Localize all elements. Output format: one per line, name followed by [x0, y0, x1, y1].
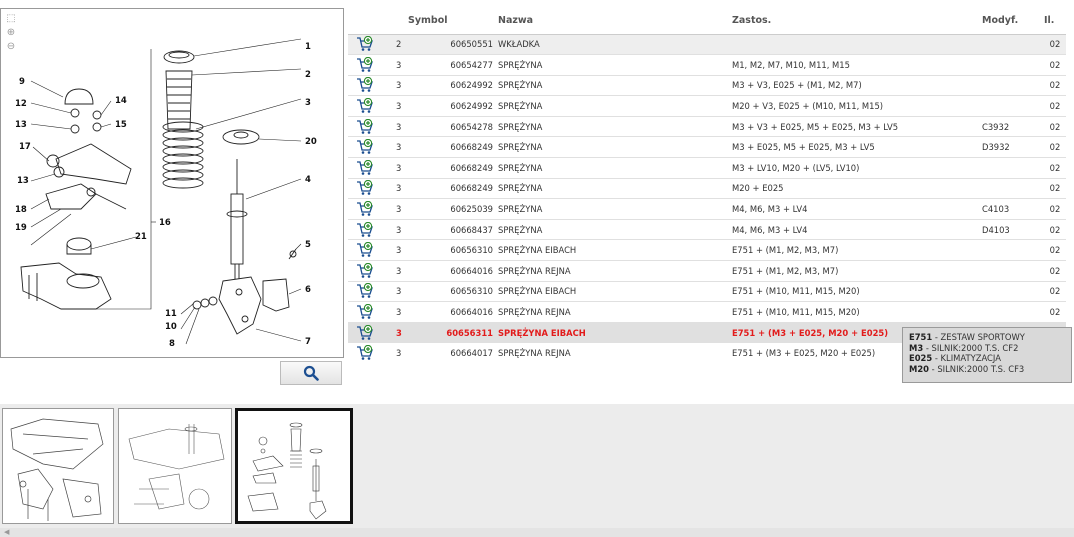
search-icon	[303, 365, 319, 381]
part-modification: D4103	[982, 219, 1044, 240]
part-name: WKŁADKA	[498, 34, 732, 55]
exploded-parts-diagram[interactable]	[0, 8, 344, 358]
part-quantity: 02	[1044, 55, 1066, 76]
tooltip-line: M20 - SILNIK:2000 T.S. CF3	[909, 363, 1025, 374]
svg-text:8: 8	[169, 339, 175, 349]
part-usage[interactable]: M20 + V3, E025 + (M10, M11, M15)	[732, 96, 982, 117]
table-row[interactable]	[348, 34, 1066, 55]
add-to-cart-button[interactable]	[348, 343, 382, 360]
add-to-cart-button[interactable]	[348, 322, 382, 343]
column-il[interactable]: Il.	[1044, 8, 1066, 34]
part-symbol[interactable]: 60654277	[408, 55, 498, 76]
part-name: SPRĘŻYNA EIBACH	[498, 322, 732, 343]
part-symbol[interactable]: 60664017	[408, 343, 498, 360]
add-to-cart-button[interactable]	[348, 281, 382, 302]
front-suspension-thumbnail-drawing	[238, 411, 350, 521]
add-to-cart-icon	[356, 304, 374, 320]
column-symbol[interactable]: Symbol	[408, 8, 498, 34]
part-usage[interactable]: E751 + (M3 + E025, M20 + E025)	[732, 343, 982, 360]
table-row[interactable]	[348, 158, 1066, 179]
part-usage[interactable]: M3 + V3 + E025, M5 + E025, M3 + LV5	[732, 116, 982, 137]
rear-axle-thumbnail-drawing	[119, 409, 231, 523]
add-to-cart-button[interactable]	[348, 199, 382, 220]
svg-text:13: 13	[17, 176, 29, 186]
svg-text:19: 19	[15, 223, 27, 233]
table-row[interactable]	[348, 199, 1066, 220]
part-quantity: 02	[1044, 302, 1066, 323]
part-quantity: 02	[1044, 199, 1066, 220]
ref-number: 3	[382, 96, 408, 117]
svg-text:14: 14	[115, 96, 127, 106]
part-quantity: 02	[1044, 34, 1066, 55]
table-row[interactable]	[348, 137, 1066, 158]
svg-text:20: 20	[305, 137, 317, 147]
part-usage[interactable]: M4, M6, M3 + LV4	[732, 219, 982, 240]
part-name: SPRĘŻYNA	[498, 96, 732, 117]
suspension-drawing	[1, 9, 344, 358]
diagram-toolbar	[5, 13, 19, 53]
svg-text:13: 13	[15, 120, 27, 130]
tooltip-line: E025 - KLIMATYZACJA	[909, 353, 1001, 363]
ref-number: 3	[382, 137, 408, 158]
svg-text:17: 17	[19, 142, 31, 152]
add-to-cart-icon	[356, 222, 374, 238]
add-to-cart-button[interactable]	[348, 240, 382, 261]
ref-number: 3	[382, 343, 408, 360]
table-row[interactable]	[348, 75, 1066, 96]
part-symbol[interactable]: 60656310	[408, 240, 498, 261]
part-name: SPRĘŻYNA	[498, 219, 732, 240]
part-symbol[interactable]: 60624992	[408, 75, 498, 96]
part-name: SPRĘŻYNA	[498, 55, 732, 76]
part-symbol[interactable]: 60656310	[408, 281, 498, 302]
thumbnail-rear-axle[interactable]	[118, 408, 232, 524]
part-quantity: 02	[1044, 261, 1066, 282]
ref-number: 3	[382, 302, 408, 323]
part-modification	[982, 158, 1044, 179]
svg-text:12: 12	[15, 99, 27, 109]
part-symbol[interactable]: 60654278	[408, 116, 498, 137]
table-row[interactable]	[348, 240, 1066, 261]
table-row[interactable]	[348, 261, 1066, 282]
column-nazwa[interactable]: Nazwa	[498, 8, 732, 34]
add-to-cart-button[interactable]	[348, 137, 382, 158]
parts-table-panel	[348, 8, 1074, 360]
add-to-cart-icon	[356, 263, 374, 279]
svg-text:1: 1	[305, 42, 311, 52]
svg-text:7: 7	[305, 337, 311, 347]
svg-text:11: 11	[165, 309, 177, 319]
part-quantity: 02	[1044, 75, 1066, 96]
tooltip-line: E751 - ZESTAW SPORTOWY	[909, 332, 1025, 342]
part-symbol[interactable]: 60668249	[408, 137, 498, 158]
table-row[interactable]	[348, 281, 1066, 302]
zoom-button[interactable]	[280, 361, 342, 385]
part-modification	[982, 34, 1044, 55]
part-usage[interactable]: M20 + E025	[732, 178, 982, 199]
ref-number: 2	[382, 34, 408, 55]
ref-number: 3	[382, 240, 408, 261]
part-symbol[interactable]: 60625039	[408, 199, 498, 220]
column-modyf[interactable]: Modyf.	[982, 8, 1044, 34]
part-name: SPRĘŻYNA	[498, 116, 732, 137]
part-quantity: 02	[1044, 178, 1066, 199]
part-usage[interactable]: M3 + LV10, M20 + (LV5, LV10)	[732, 158, 982, 179]
part-modification	[982, 96, 1044, 117]
part-modification	[982, 302, 1044, 323]
table-row[interactable]	[348, 178, 1066, 199]
part-usage[interactable]: M4, M6, M3 + LV4	[732, 199, 982, 220]
part-modification: C4103	[982, 199, 1044, 220]
svg-text:2: 2	[305, 70, 311, 80]
ref-number: 3	[382, 55, 408, 76]
part-quantity: 02	[1044, 137, 1066, 158]
add-to-cart-icon	[356, 119, 374, 135]
ref-number: 3	[382, 75, 408, 96]
zoom-in-icon[interactable]: ⊕	[6, 27, 16, 38]
part-modification	[982, 281, 1044, 302]
part-modification: C3932	[982, 116, 1044, 137]
part-quantity: 02	[1044, 158, 1066, 179]
subframe-thumbnail-drawing	[3, 409, 113, 523]
add-to-cart-icon	[356, 325, 374, 341]
svg-text:6: 6	[305, 285, 311, 295]
add-to-cart-icon	[356, 180, 374, 196]
table-row[interactable]	[348, 302, 1066, 323]
add-to-cart-button[interactable]	[348, 75, 382, 96]
part-name: SPRĘŻYNA	[498, 158, 732, 179]
part-symbol[interactable]: 60664016	[408, 302, 498, 323]
part-symbol[interactable]: 60664016	[408, 261, 498, 282]
part-quantity: 02	[1044, 240, 1066, 261]
part-name: SPRĘŻYNA EIBACH	[498, 281, 732, 302]
add-to-cart-icon	[356, 242, 374, 258]
part-modification: D3932	[982, 137, 1044, 158]
part-name: SPRĘŻYNA	[498, 178, 732, 199]
parts-table	[348, 8, 1066, 360]
part-usage[interactable]: E751 + (M10, M11, M15, M20)	[732, 302, 982, 323]
part-modification	[982, 178, 1044, 199]
thumbnail-front-suspension[interactable]	[235, 408, 353, 524]
ref-number: 3	[382, 158, 408, 179]
part-symbol[interactable]: 60668249	[408, 158, 498, 179]
horizontal-scrollbar[interactable]	[0, 528, 1074, 537]
part-symbol[interactable]: 60668437	[408, 219, 498, 240]
part-modification	[982, 55, 1044, 76]
ref-number: 3	[382, 219, 408, 240]
part-usage[interactable]: M3 + E025, M5 + E025, M3 + LV5	[732, 137, 982, 158]
part-quantity: 02	[1044, 96, 1066, 117]
add-to-cart-icon	[356, 57, 374, 73]
ref-number: 3	[382, 322, 408, 343]
add-to-cart-icon	[356, 201, 374, 217]
codes-tooltip	[902, 327, 1072, 383]
add-to-cart-button[interactable]	[348, 302, 382, 323]
table-row[interactable]	[348, 116, 1066, 137]
part-symbol[interactable]: 60656311	[408, 322, 498, 343]
part-name: SPRĘŻYNA REJNA	[498, 302, 732, 323]
table-row[interactable]	[348, 219, 1066, 240]
part-quantity: 02	[1044, 116, 1066, 137]
add-to-cart-icon	[356, 36, 374, 52]
part-usage[interactable]: E751 + (M10, M11, M15, M20)	[732, 281, 982, 302]
svg-text:5: 5	[305, 240, 311, 250]
part-quantity: 02	[1044, 281, 1066, 302]
add-to-cart-icon	[356, 139, 374, 155]
add-to-cart-icon	[356, 345, 374, 360]
part-symbol[interactable]: 60650551	[408, 34, 498, 55]
svg-text:3: 3	[305, 98, 311, 108]
table-row[interactable]	[348, 55, 1066, 76]
svg-text:4: 4	[305, 175, 311, 185]
part-symbol[interactable]: 60668249	[408, 178, 498, 199]
add-to-cart-button[interactable]	[348, 116, 382, 137]
tooltip-line: M3 - SILNIK:2000 T.S. CF2	[909, 342, 1019, 353]
ref-number: 3	[382, 281, 408, 302]
part-usage[interactable]: E751 + (M3 + E025, M20 + E025)	[732, 322, 982, 343]
part-name: SPRĘŻYNA	[498, 199, 732, 220]
ref-number: 3	[382, 178, 408, 199]
part-usage[interactable]: M1, M2, M7, M10, M11, M15	[732, 55, 982, 76]
part-name: SPRĘŻYNA	[498, 137, 732, 158]
add-to-cart-icon	[356, 283, 374, 299]
part-name: SPRĘŻYNA REJNA	[498, 343, 732, 360]
part-usage[interactable]: M3 + V3, E025 + (M1, M2, M7)	[732, 75, 982, 96]
ref-number: 3	[382, 261, 408, 282]
svg-text:15: 15	[115, 120, 127, 130]
part-name: SPRĘŻYNA EIBACH	[498, 240, 732, 261]
part-symbol[interactable]: 60624992	[408, 96, 498, 117]
add-to-cart-button[interactable]	[348, 34, 382, 55]
add-to-cart-icon	[356, 160, 374, 176]
add-to-cart-button[interactable]	[348, 158, 382, 179]
add-to-cart-button[interactable]	[348, 261, 382, 282]
add-to-cart-button[interactable]	[348, 55, 382, 76]
svg-text:16: 16	[159, 218, 171, 228]
part-modification	[982, 261, 1044, 282]
svg-text:18: 18	[15, 205, 27, 215]
thumbnail-subframe[interactable]	[2, 408, 114, 524]
column-zastos[interactable]: Zastos.	[732, 8, 982, 34]
zoom-out-icon[interactable]: ⊖	[6, 41, 16, 52]
part-modification	[982, 75, 1044, 96]
svg-text:21: 21	[135, 232, 147, 242]
svg-text:10: 10	[165, 322, 177, 332]
add-to-cart-button[interactable]	[348, 178, 382, 199]
table-row[interactable]	[348, 96, 1066, 117]
part-usage[interactable]	[732, 34, 982, 55]
part-modification	[982, 240, 1044, 261]
diagram-thumbnails	[0, 404, 1074, 528]
add-to-cart-button[interactable]	[348, 219, 382, 240]
svg-text:9: 9	[19, 77, 25, 87]
ref-number: 3	[382, 116, 408, 137]
table-header-row	[348, 8, 1066, 34]
ref-number: 3	[382, 199, 408, 220]
part-usage[interactable]: E751 + (M1, M2, M3, M7)	[732, 240, 982, 261]
part-name: SPRĘŻYNA REJNA	[498, 261, 732, 282]
scroll-left-icon[interactable]: ◀	[4, 528, 10, 536]
add-to-cart-button[interactable]	[348, 96, 382, 117]
part-name: SPRĘŻYNA	[498, 75, 732, 96]
add-to-cart-icon	[356, 77, 374, 93]
part-usage[interactable]: E751 + (M1, M2, M3, M7)	[732, 261, 982, 282]
part-quantity: 02	[1044, 219, 1066, 240]
pointer-icon[interactable]: ⬚	[6, 13, 16, 24]
add-to-cart-icon	[356, 98, 374, 114]
